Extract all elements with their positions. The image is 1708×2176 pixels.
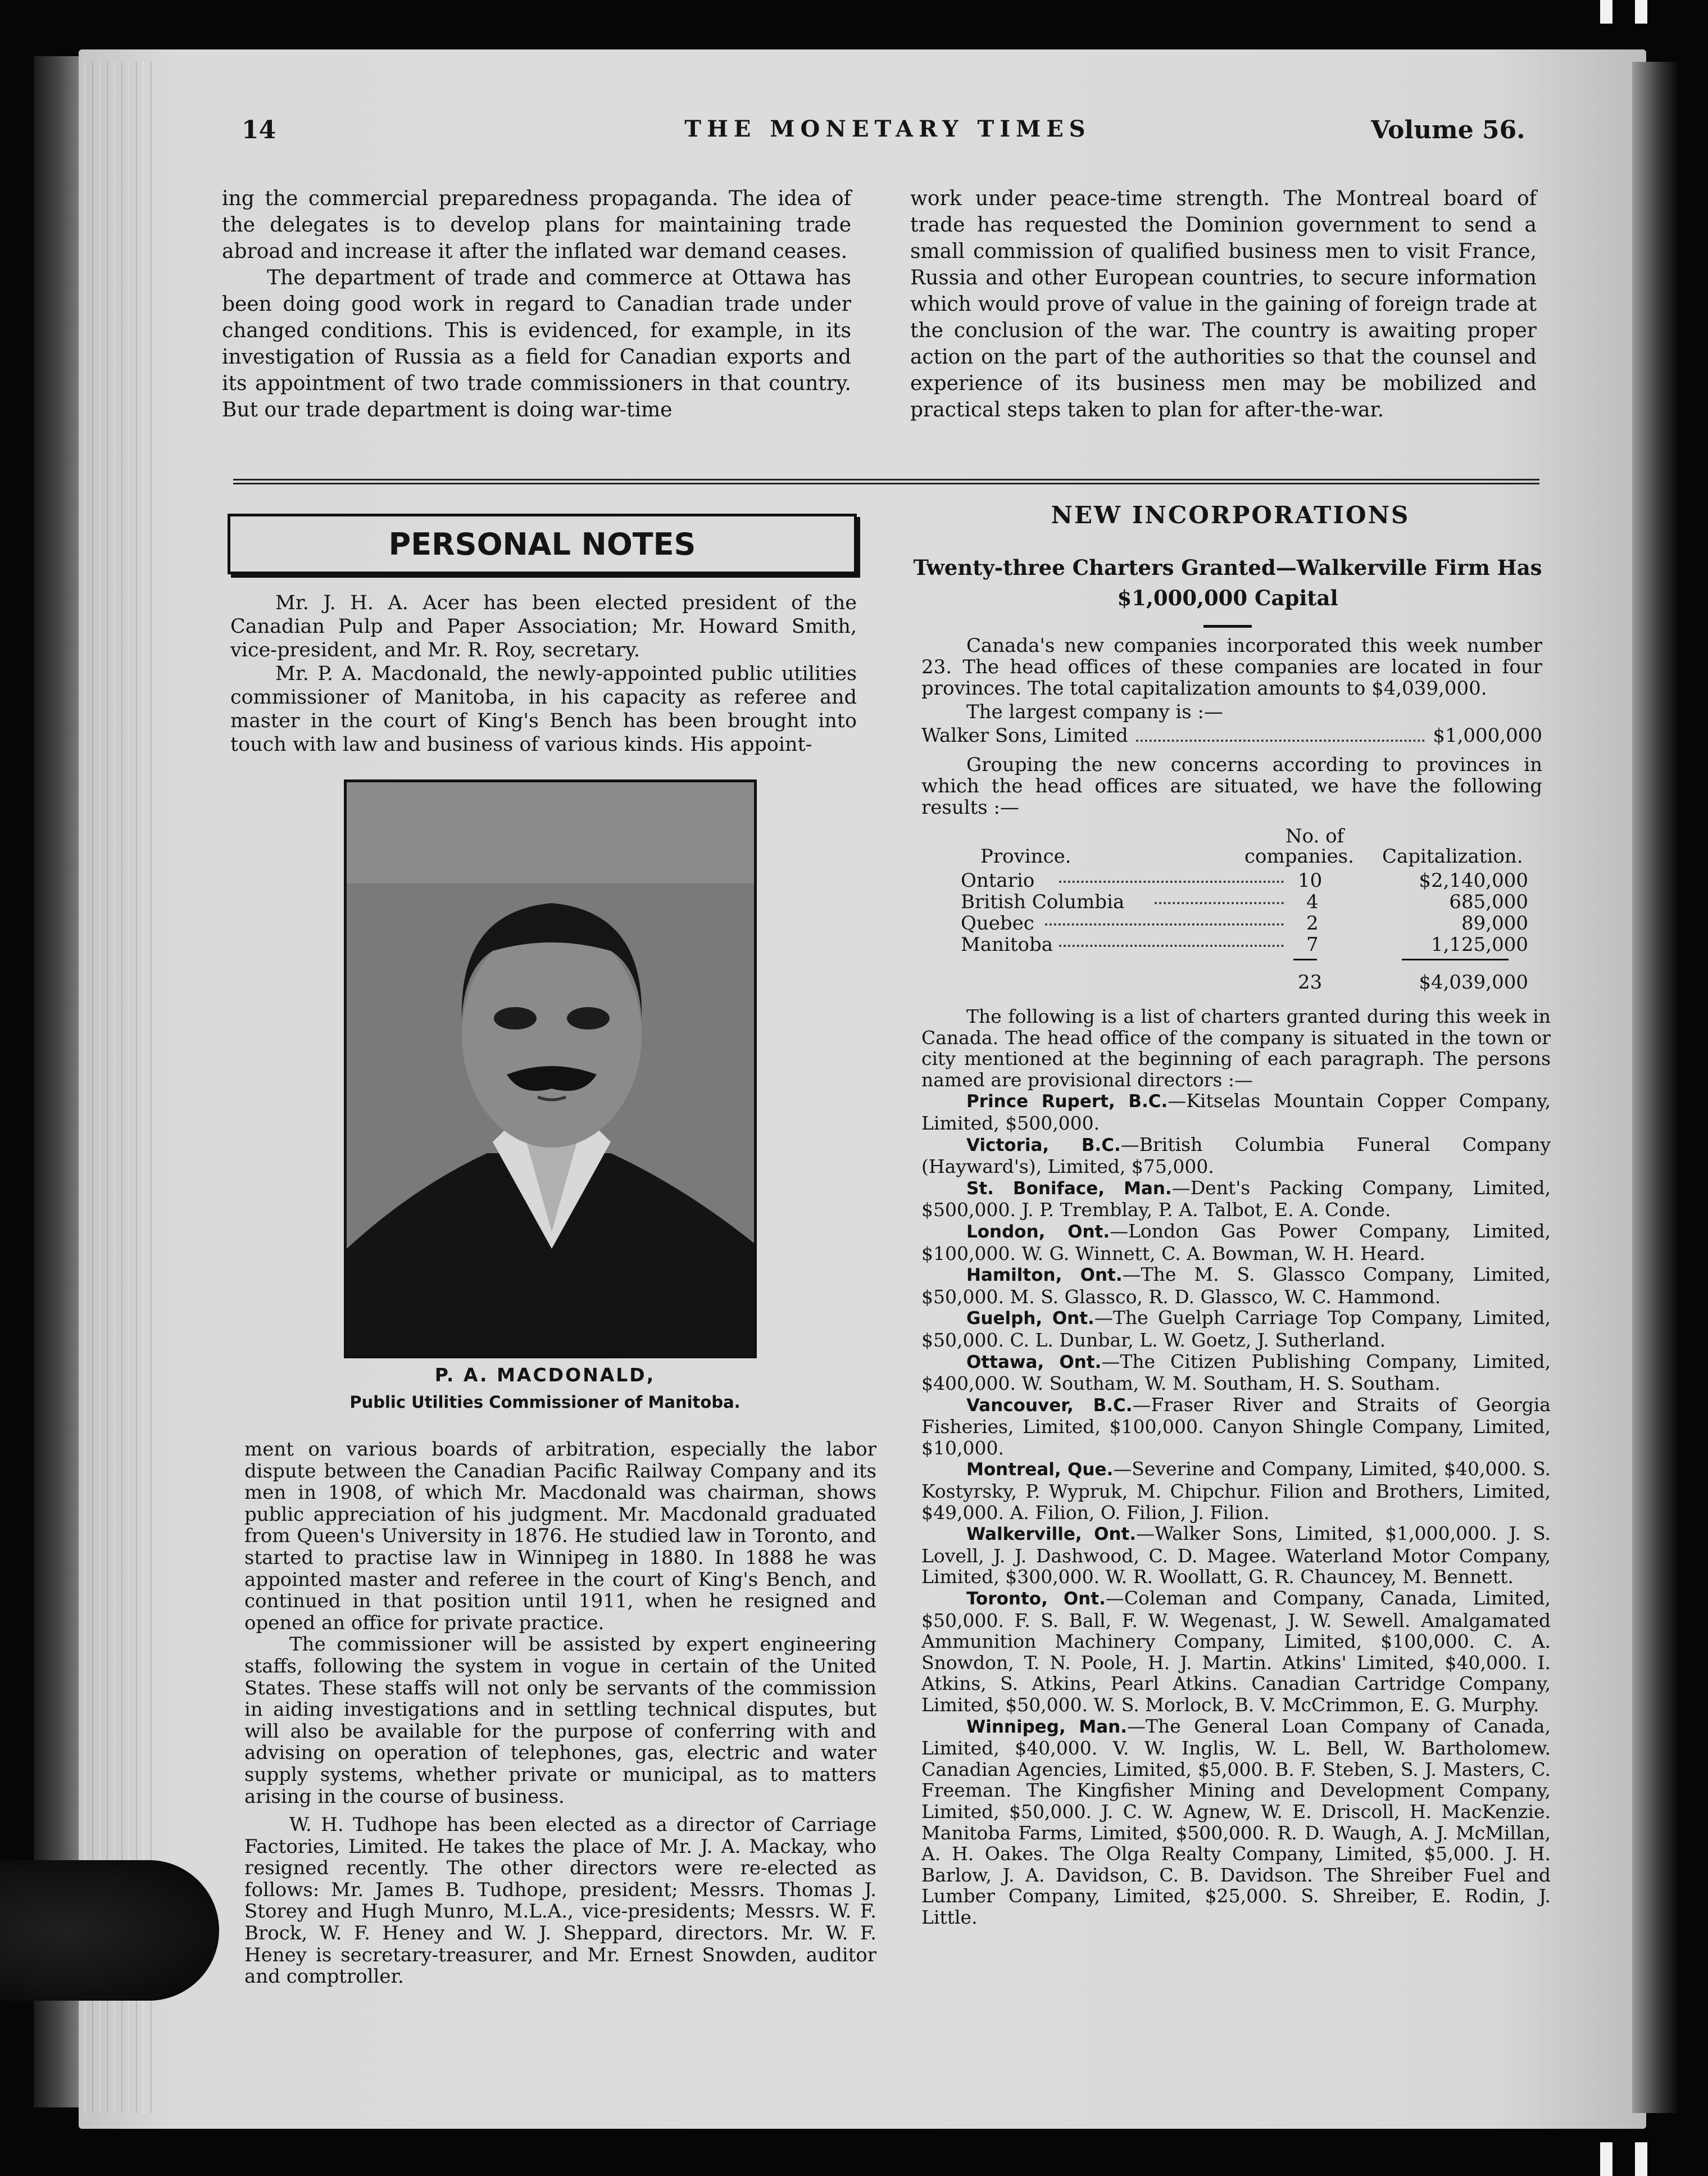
table-row [961, 912, 1528, 933]
charters-list [921, 1006, 1551, 1928]
table-row [961, 891, 1528, 912]
charter-place: Montreal, Que. [966, 1459, 1114, 1480]
charter-entry [921, 1090, 1551, 1134]
top-left-column [222, 185, 851, 423]
leader-dots [1045, 923, 1284, 926]
charter-details: —The Guelph Carriage Top Company, Limited, $50,000. C. L. Dunbar, L. W. Goetz, J. Sutherland. [921, 1307, 1551, 1351]
charter-details: —Coleman and Company, Canada, Limited, $50,000. F. S. Ball, F. W. Wegenast, J. W. Sewell. Amalgamated Ammunition Machinery Company, Limited, $100,000. C. A. Snowdon, T. N. Poole, H. J. Martin. Atkins' Limited, $40,000. I. Atkins, S. Atkins, Pearl Atkins. Canadian Cartridge Company, Limited, $50,000. W. S. Morlock, B. V. McCrimmon, E. G. Murphy. [921, 1587, 1551, 1716]
incorporations-subheading: Twenty-three Charters Granted—Walkerville Firm Has [913, 555, 1542, 580]
leader-dots [1059, 881, 1284, 883]
charter-place: London, Ont. [966, 1221, 1110, 1242]
charter-entry [921, 1307, 1551, 1350]
heading-rule [1203, 625, 1252, 628]
table-header-row-2 [961, 845, 1528, 867]
col-header-capitalization: Capitalization. [1382, 845, 1523, 868]
paragraph: The commissioner will be assisted by expert engineering staffs, following the system in vogue in certain of the United States. These staffs will not only be servants of the commission in aiding investigations and in settling technical disputes, but will also be available for the purpose of conferring with and advising on operation of telephones, gas, electric and water supply systems, whether private or municipal, as to matters arising in the course of business. [244, 1633, 876, 1808]
col-header-province: Province. [980, 845, 1071, 868]
total-capital: $4,039,000 [1419, 971, 1528, 994]
largest-company-value: $1,000,000 [1433, 724, 1542, 747]
charter-entry [921, 1264, 1551, 1307]
paragraph: Mr. P. A. Macdonald, the newly-appointed public utilities commissioner of Manitoba, in his capacity as referee and master in the court of King's Bench has been brought into touch with law and business of various kinds. His appoint- [230, 663, 857, 756]
volume-label: Volume 56. [1371, 116, 1525, 144]
capital-value: 1,125,000 [1430, 933, 1528, 956]
charter-details: —The M. S. Glassco Company, Limited, $50,000. M. S. Glassco, R. D. Glassco, W. C. Hammond. [921, 1263, 1551, 1308]
province-name: Ontario [961, 869, 1035, 892]
paragraph: Canada's new companies incorporated this week number 23. The head offices of these companies are located in four provinces. The total capitalization amounts to $4,039,000. [921, 634, 1542, 700]
portrait-photo [344, 779, 757, 1358]
scan-mark-bottom-2 [1635, 2142, 1647, 2176]
charter-entry [921, 1716, 1551, 1928]
paragraph: The following is a list of charters granted during this week in Canada. The head office of the company is situated in the town or city mentioned at the beginning of each paragraph. The persons named are provisional directors :— [921, 1005, 1551, 1091]
charter-entry [921, 1134, 1551, 1177]
incorporations-intro [921, 635, 1542, 818]
col-header-companies: companies. [1244, 845, 1354, 868]
paragraph: W. H. Tudhope has been elected as a director of Carriage Factories, Limited. He takes the place of Mr. J. A. Mackay, who resigned recently. The other directors were re-elected as follows: Mr. James B. Tudhope, president; Messrs. Thomas J. Storey and Hugh Munro, M.L.A., vice-presidents; Messrs. W. F. Brock, W. F. Heney and W. J. Sheppard, directors. Mr. W. F. Heney is secretary-treasurer, and Mr. Ernest Snowden, auditor and comptroller. [244, 1814, 876, 1988]
table-header-row-1 [961, 825, 1528, 846]
col-header-no: No. of [1285, 825, 1344, 847]
incorporations-subheading-capital: $1,000,000 Capital [1117, 586, 1338, 610]
charter-place: Walkerville, Ont. [966, 1524, 1137, 1545]
paragraph: ment on various boards of arbitration, especially the labor dispute between the Canadian Pacific Railway Company and its men in 1908, of which Mr. Macdonald was chairman, shows public appreciation of his judgment. Mr. Macdonald graduated from Queen's University in 1876. He studied law in Toronto, and started to practise law in Winnipeg in 1880. In 1888 he was appointed master and referee in the court of King's Bench, and continued in that position until 1911, when he resigned and opened an office for private practice. [244, 1438, 876, 1634]
capital-value: 89,000 [1461, 912, 1528, 935]
charter-entry [921, 1458, 1551, 1523]
incorporations-heading: NEW INCORPORATIONS [1051, 501, 1410, 529]
province-name: Manitoba [961, 933, 1053, 956]
company-count: 2 [1306, 912, 1319, 935]
paragraph: The department of trade and commerce at Ottawa has been doing good work in regard to Canadian trade under changed conditions. This is evidenced, for example, in its investigation of Russia as a field for Canadian exports and its appointment of two trade commissioners in that country. But our trade department is doing war-time [222, 266, 851, 421]
charter-place: Guelph, Ont. [966, 1308, 1094, 1329]
thumb-shadow [0, 1860, 219, 2001]
table-total-row [961, 971, 1528, 992]
charter-entry [921, 1221, 1551, 1264]
charter-place: Victoria, B.C. [966, 1135, 1121, 1155]
personal-notes-intro [230, 591, 857, 756]
charter-entry [921, 1177, 1551, 1221]
page-number: 14 [242, 116, 276, 144]
charter-place: Prince Rupert, B.C. [966, 1091, 1168, 1112]
right-page-edge [1632, 62, 1677, 2113]
charter-entry [921, 1588, 1551, 1716]
paragraph: Mr. J. H. A. Acer has been elected president of the Canadian Pulp and Paper Association; Mr. Howard Smith, vice-president, and Mr. R. Roy, secretary. [230, 592, 857, 661]
charter-place: Toronto, Ont. [966, 1589, 1106, 1610]
scan-mark-bottom [1600, 2142, 1612, 2176]
charter-details: —The Citizen Publishing Company, Limited, $400,000. W. Southam, W. M. Southam, H. S. Southam. [921, 1350, 1551, 1395]
charter-details: —Fraser River and Straits of Georgia Fisheries, Limited, $100,000. Canyon Shingle Company, Limited, $10,000. [921, 1393, 1551, 1459]
charter-details: —London Gas Power Company, Limited, $100,000. W. G. Winnett, C. A. Bowman, W. H. Heard. [921, 1220, 1551, 1264]
charter-details: —Dent's Packing Company, Limited, $500,000. J. P. Tremblay, P. A. Talbot, E. A. Conde. [921, 1176, 1551, 1221]
capital-value: 685,000 [1449, 891, 1528, 913]
leader-dots [1136, 740, 1425, 742]
charter-details: —Walker Sons, Limited, $1,000,000. J. S. Lovell, J. J. Dashwood, C. D. Magee. Waterland Motor Company, Limited, $300,000. W. R. Woollatt, G. R. Chauncey, M. Bennett. [921, 1522, 1551, 1588]
company-count: 4 [1306, 891, 1319, 913]
charter-details: —British Columbia Funeral Company (Hayward's), Limited, $75,000. [921, 1133, 1551, 1178]
paragraph: Grouping the new concerns according to provinces in which the head offices are situated, we have the following results :— [921, 754, 1542, 819]
capital-value: $2,140,000 [1419, 869, 1528, 892]
charter-place: Vancouver, B.C. [966, 1395, 1133, 1416]
paragraph: work under peace-time strength. The Montreal board of trade has requested the Dominion government to send a small commission of qualified business men to visit France, Russia and other European countries, to secure information which would prove of value in the gaining of foreign trade at the conclusion of the war. The country is awaiting proper action on the part of the authorities so that the counsel and experience of its business men may be mobilized and practical steps taken to plan for after-the-war. [910, 187, 1537, 421]
personal-notes-heading: PERSONAL NOTES [228, 514, 857, 574]
charter-place: Winnipeg, Man. [966, 1716, 1127, 1737]
total-count: 23 [1298, 971, 1323, 994]
top-right-column [910, 185, 1537, 423]
charter-entry [921, 1523, 1551, 1588]
table-row [961, 933, 1528, 955]
charter-details: —The General Loan Company of Canada, Limited, $40,000. V. W. Inglis, W. L. Bell, W. Bartholomew. Canadian Agencies, Limited, $5,000. B. F. Steben, S. J. Masters, C. Freeman. The Kingfisher Mining and Development Company, Limited, $50,000. J. C. W. Agnew, W. E. Driscoll, H. MacKenzie. Manitoba Farms, Limited, $500,000. R. D. Waugh, A. J. McMillan, A. H. Oakes. The Olga Realty Company, Limited, $5,000. J. H. Barlow, J. A. Davidson, C. B. Davidson. The Shreiber Fuel and Lumber Company, Limited, $25,000. S. Shreiber, E. Rodin, J. Little. [921, 1715, 1551, 1928]
company-count: 7 [1306, 933, 1319, 956]
charter-place: Hamilton, Ont. [966, 1265, 1123, 1286]
leader-dots [1059, 945, 1284, 947]
largest-company-name: Walker Sons, Limited [921, 724, 1128, 747]
charter-entry [921, 1351, 1551, 1394]
page-edges [84, 62, 152, 2113]
section-divider [233, 479, 1539, 484]
charter-place: Ottawa, Ont. [966, 1352, 1102, 1372]
charter-details: —Severine and Company, Limited, $40,000. S. Kostyrsky, P. Wypruk, M. Chipchur. Filion and Brothers, Limited, $49,000. A. Filion, O. Filion, J. Filion. [921, 1458, 1551, 1524]
photo-caption-title: Public Utilities Commissioner of Manitoba. [349, 1393, 741, 1412]
province-name: Quebec [961, 912, 1034, 935]
charter-entry [921, 1394, 1551, 1459]
province-name: British Columbia [961, 891, 1125, 913]
scan-mark-top-2 [1635, 0, 1647, 24]
total-rule-count [1293, 959, 1317, 960]
table-row [961, 869, 1528, 891]
largest-company-line [921, 725, 1542, 746]
portrait-illustration [347, 782, 754, 1356]
total-rule-capital [1402, 959, 1509, 960]
photo-caption-name: P. A. MACDONALD, [434, 1364, 656, 1386]
publication-title: THE MONETARY TIMES [684, 116, 1091, 142]
company-count: 10 [1298, 869, 1323, 892]
scan-mark-top [1600, 0, 1612, 24]
leader-dots [1155, 902, 1284, 904]
personal-notes-body [244, 1439, 876, 1988]
charter-details: —Kitselas Mountain Copper Company, Limited, $500,000. [921, 1090, 1551, 1134]
charter-place: St. Boniface, Man. [966, 1178, 1172, 1199]
paragraph: ing the commercial preparedness propaganda. The idea of the delegates is to develop plans for maintaining trade abroad and increase it after the inflated war demand ceases. [222, 187, 851, 263]
paragraph: The largest company is :— [966, 701, 1223, 723]
